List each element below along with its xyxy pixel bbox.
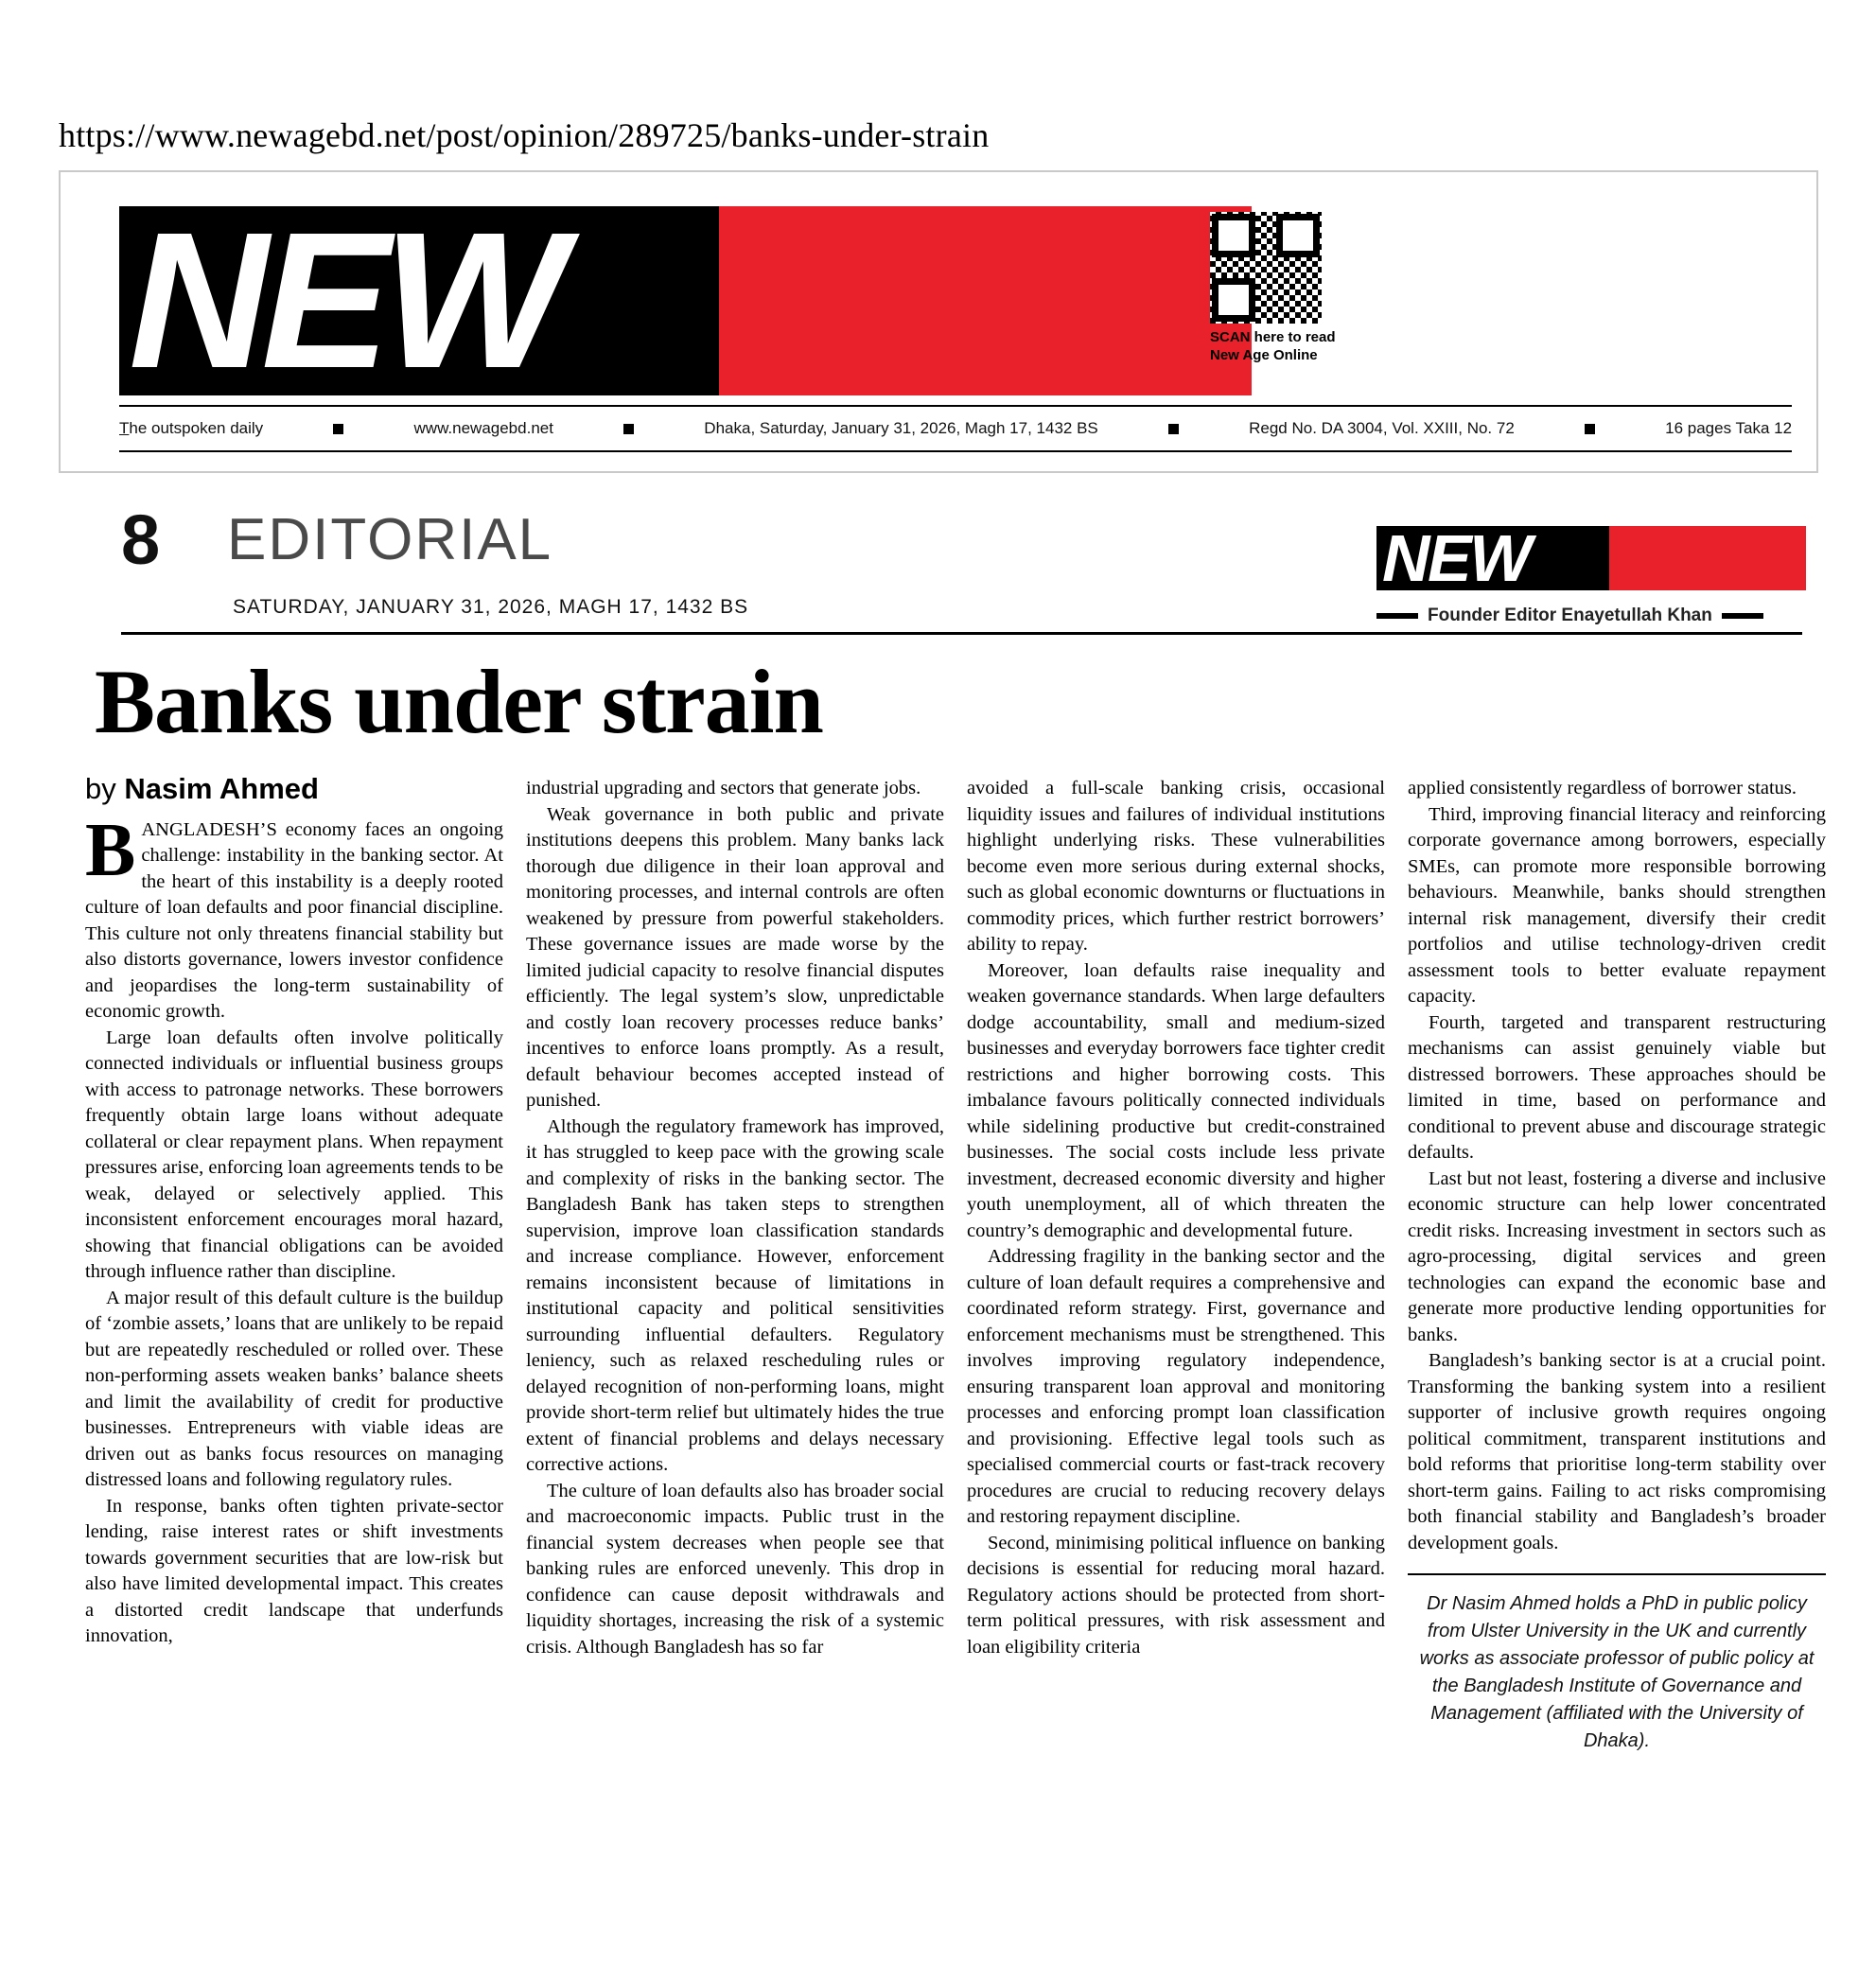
author-bio-note: Dr Nasim Ahmed holds a PhD in public policy from Ulster University in the UK and currently works as associate professor of public policy at the Bangladesh Institute of Governance and Management (affiliated with the University of Dhaka). xyxy=(1408,1573,1826,1755)
founder-editor-text: Founder Editor Enayetullah Khan xyxy=(1428,605,1712,625)
paragraph: avoided a full-scale banking crisis, occasional liquidity issues and failures of individual institutions highlight underlying risks. These vulnerabilities become even more serious during external shocks, such as global economic downturns or fluctuations in commodity prices, which further restrict borrowers’ ability to repay. xyxy=(967,778,1385,955)
newspaper-masthead xyxy=(59,170,1818,473)
masthead-place-date: Dhaka, Saturday, January 31, 2026, Magh 17, 1432 BS xyxy=(704,419,1098,437)
newage-mini-logo xyxy=(1376,526,1802,590)
qr-caption xyxy=(1210,329,1361,365)
logo-black-block xyxy=(119,206,725,395)
mini-logo-text-age xyxy=(1609,526,1806,590)
logo-text-new: NEW xyxy=(129,206,559,395)
separator-square-icon xyxy=(623,424,634,434)
qr-caption-line1: SCAN here to read xyxy=(1210,329,1336,345)
article-column-2 xyxy=(526,776,944,1939)
masthead-info-strip xyxy=(119,409,1792,448)
article-column-3 xyxy=(967,776,1385,1939)
article-column-4 xyxy=(1408,776,1826,1939)
paragraph: Addressing fragility in the banking sector and the culture of loan default requires a comprehensive and coordinated reform strategy. First, governance and enforcement mechanisms must be strengthened. This involves improving regulatory independence, ensuring transparent loan approval and monitoring processes and enforcing prompt loan classification and provisioning. Effective legal tools such as specialised commercial courts or fast-track recovery procedures are crucial to reducing recovery delays and restoring repayment discipline. xyxy=(967,1246,1385,1527)
masthead-website: www.newagebd.net xyxy=(413,419,553,437)
separator-square-icon xyxy=(1585,424,1595,434)
paragraph: Bangladesh’s banking sector is at a crucial point. Transforming the banking system into a resilient supporter of inclusive growth requires ongoing political commitment, transparent institutions and bold reforms that prioritise long-term stability over short-term gains. Failing to act risks compromising both financial stability and Bangladesh’s broader development goals. xyxy=(1408,1350,1826,1553)
logo-text-age xyxy=(719,206,1252,395)
paragraph: Weak governance in both public and private institutions deepens this problem. Many banks lack thorough due diligence in their loan approval and monitoring processes, and internal controls are often weakened by pressure from powerful stakeholders. These governance issues are made worse by the limited judicial capacity to resolve financial disputes efficiently. The legal system’s slow, unpredictable and costly loan recovery processes reduce banks’ incentives to enforce loans promptly. As a result, default behaviour becomes accepted instead of punished. xyxy=(526,803,944,1111)
paragraph: The culture of loan defaults also has broader social and macroeconomic impacts. Public trust in the financial system decreases when people see that banking rules are enforced unevenly. This drop in confidence can cause deposit withdrawals and liquidity shortages, increasing the risk of a systemic crisis. Although Bangladesh has so far xyxy=(526,1480,944,1658)
section-title: EDITORIAL xyxy=(227,507,553,572)
byline-prefix: by xyxy=(85,772,125,805)
article-column-1 xyxy=(85,772,503,1939)
paragraph: applied consistently regardless of borrower status. xyxy=(1408,778,1797,798)
section-date: SATURDAY, JANUARY 31, 2026, MAGH 17, 1432 BS xyxy=(233,596,749,618)
article-body xyxy=(85,772,1826,1939)
article-byline xyxy=(85,772,503,805)
page-number: 8 xyxy=(121,500,161,579)
paragraph: Second, minimising political influence on banking decisions is essential for reducing moral hazard. Regulatory actions should be protected from short-term political pressures, with risk assessment and loan eligibility criteria xyxy=(967,1532,1385,1658)
paragraph: Third, improving financial literacy and reinforcing corporate governance among borrowers, especially SMEs, can promote more responsible borrowing behaviours. Meanwhile, banks should strengthen internal risk management, diversify their credit portfolios and utilise technology-driven credit assessment tools to better evaluate repayment capacity. xyxy=(1408,803,1826,1007)
masthead-registration: Regd No. DA 3004, Vol. XXIII, No. 72 xyxy=(1249,419,1515,437)
mini-logo-black-block xyxy=(1376,526,1613,590)
paragraph: BANGLADESH’S economy faces an ongoing challenge: instability in the banking sector. At the heart of this instability is a deeply rooted culture of loan defaults and poor financial discipline. This culture not only threatens financial stability but also distorts governance, lowers investor confidence and jeopardises the long-term sustainability of economic growth. xyxy=(85,808,503,1022)
masthead-pages-price: 16 pages Taka 12 xyxy=(1665,419,1793,437)
masthead-divider-bottom xyxy=(119,450,1792,452)
qr-corner-icon xyxy=(1212,278,1255,322)
logo-red-block xyxy=(719,206,1252,395)
paragraph: industrial upgrading and sectors that generate jobs. xyxy=(526,778,921,798)
newage-logo xyxy=(119,206,1150,395)
paragraph: Last but not least, fostering a diverse and inclusive economic structure can help lower concentrated credit risks. Increasing investment in sectors such as agro-processing, digital services and green technologies can expand the economic base and generate more productive lending opportunities for banks. xyxy=(1408,1167,1826,1345)
masthead-divider-top xyxy=(119,405,1792,407)
paragraph: Fourth, targeted and transparent restructuring mechanisms can assist genuinely viable but distressed borrowers. These approaches should be limited in time, based on performance and conditional to prevent abuse and discourage strategic defaults. xyxy=(1408,1011,1826,1163)
qr-caption-line2: New Age Online xyxy=(1210,346,1318,363)
mini-logo-red-block xyxy=(1609,526,1806,590)
paragraph: Moreover, loan defaults raise inequality and weaken governance standards. When large defaulters dodge accountability, small and medium-sized businesses and everyday borrowers face tighter credit restrictions and higher borrowing costs. This imbalance favours politically connected individuals while sidelining productive but credit-constrained businesses. The social costs include less private investment, decreased economic diversity and higher youth unemployment, all of which threaten the country’s demographic and developmental future. xyxy=(967,959,1385,1241)
masthead-tagline: The outspoken daily xyxy=(119,419,264,437)
page-url: https://www.newagebd.net/post/opinion/289725/banks-under-strain xyxy=(59,116,990,154)
byline-author: Nasim Ahmed xyxy=(124,772,319,805)
paragraph: In response, banks often tighten private-sector lending, raise interest rates or shift investments towards government securities that are low-risk but also have limited developmental impact. This creates a distorted credit landscape that underfunds innovation, xyxy=(85,1495,503,1646)
separator-square-icon xyxy=(333,424,343,434)
mini-logo-text-new: NEW xyxy=(1382,526,1530,590)
qr-block xyxy=(1210,212,1361,365)
separator-square-icon xyxy=(1168,424,1179,434)
section-divider xyxy=(121,632,1802,635)
article-headline: Banks under strain xyxy=(95,651,823,752)
paragraph: Although the regulatory framework has improved, it has struggled to keep pace with the growing scale and complexity of risks in the banking sector. The Bangladesh Bank has taken steps to strengthen supervision, improve loan classification standards and increase compliance. However, enforcement remains inconsistent because of limitations in institutional capacity and political sensitivities surrounding influential defaulters. Regulatory leniency, such as relaxed rescheduling rules or delayed recognition of non-performing loans, might provide short-term relief but ultimately hides the true extent of financial problems and delays necessary corrective actions. xyxy=(526,1115,944,1475)
paragraph: Large loan defaults often involve politically connected individuals or influential business groups with access to patronage networks. These borrowers frequently obtain large loans without adequate collateral or clear repayment plans. When repayment pressures arise, enforcing loan agreements tends to be weak, delayed or selectively applied. This inconsistent enforcement encourages moral hazard, showing that financial obligations can be avoided through influence rather than discipline. xyxy=(85,1027,503,1282)
qr-code-icon xyxy=(1210,212,1322,324)
rule-right-icon xyxy=(1722,613,1763,619)
founder-editor-line xyxy=(1376,605,1802,626)
rule-left-icon xyxy=(1376,613,1418,619)
paragraph: A major result of this default culture is the buildup of ‘zombie assets,’ loans that are unlikely to be repaid but are repeatedly rescheduled or rolled over. These non-performing assets weaken banks’ balance sheets and limit the availability of credit for productive businesses. Entrepreneurs with viable ideas are driven out as banks focus resources on managing distressed loans and following regulatory rules. xyxy=(85,1287,503,1490)
